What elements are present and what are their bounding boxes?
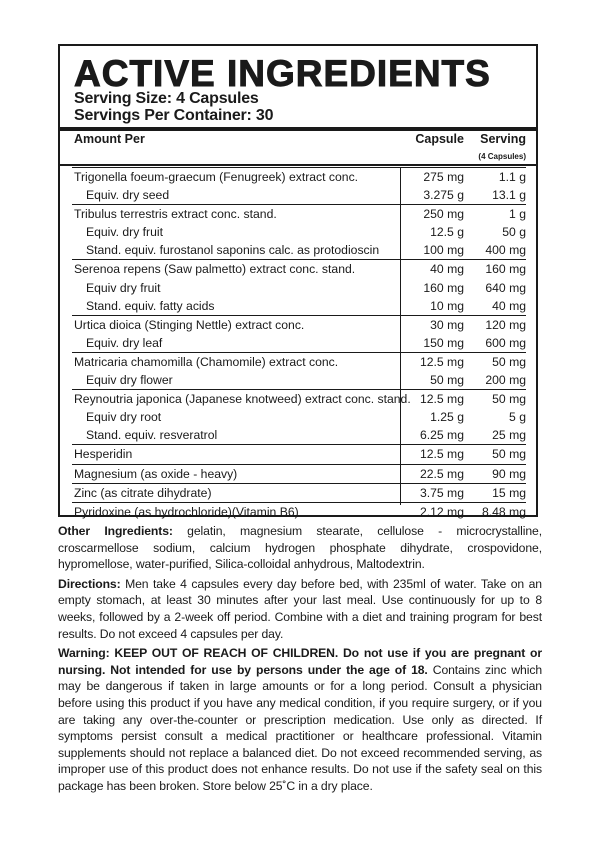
per-capsule-value: 10 mg <box>430 298 464 313</box>
label-text <box>58 523 542 798</box>
per-capsule-value: 1.25 g <box>430 410 464 425</box>
ingredient-name: Equiv. dry seed <box>86 188 170 203</box>
table-row <box>72 426 526 444</box>
warning-label: Warning: KEEP OUT OF REACH OF CHILDREN. Do not use if you are pregnant or nursing. Not intended for use by persons under the age of 18. <box>58 646 542 677</box>
table-row <box>72 408 526 426</box>
per-capsule-value: 250 mg <box>423 207 464 222</box>
per-capsule-value: 3.275 g <box>423 188 464 203</box>
per-capsule-value: 100 mg <box>423 243 464 258</box>
ingredient-name: Equiv. dry leaf <box>86 335 163 350</box>
table-row <box>72 502 526 521</box>
ingredient-name: Equiv dry root <box>86 410 162 425</box>
ingredient-name: Matricaria chamomilla (Chamomile) extract conc. <box>74 354 339 369</box>
ingredient-name: Tribulus terrestris extract conc. stand. <box>74 207 277 222</box>
per-serving-value: 50 mg <box>492 354 526 369</box>
other-ingredients-label: Other Ingredients: <box>58 524 173 538</box>
per-capsule-value: 275 mg <box>423 170 464 184</box>
header-amount-per: Amount Per <box>74 132 145 146</box>
per-serving-value: 160 mg <box>485 262 526 277</box>
ingredient-name: Trigonella foeum-graecum (Fenugreek) extract conc. <box>74 170 359 184</box>
per-capsule-value: 150 mg <box>423 335 464 350</box>
ingredient-name: Urtica dioica (Stinging Nettle) extract conc. <box>74 317 305 332</box>
ingredient-name: Magnesium (as oxide - heavy) <box>74 466 238 481</box>
table-row <box>72 352 526 371</box>
other-ingredients-paragraph <box>58 523 542 573</box>
header-divider <box>60 164 536 166</box>
thick-divider <box>60 127 536 131</box>
per-serving-value: 40 mg <box>492 298 526 313</box>
table-row <box>72 315 526 334</box>
ingredient-name: Pyridoxine (as hydrochloride)(Vitamin B6) <box>74 504 299 519</box>
per-capsule-value: 12.5 mg <box>419 392 464 407</box>
per-capsule-value: 12.5 mg <box>419 447 464 462</box>
ingredients-table <box>72 167 526 521</box>
table-row <box>72 389 526 408</box>
per-serving-value: 640 mg <box>485 280 526 295</box>
per-serving-value: 400 mg <box>485 243 526 258</box>
header-serving: Serving <box>480 132 526 146</box>
ingredients-panel <box>58 44 538 517</box>
ingredient-name: Equiv dry fruit <box>86 280 161 295</box>
table-row <box>72 204 526 223</box>
table-row <box>72 444 526 463</box>
directions-label: Directions: <box>58 576 121 591</box>
ingredient-name: Serenoa repens (Saw palmetto) extract conc. stand. <box>74 262 356 277</box>
ingredient-name: Stand. equiv. fatty acids <box>86 298 215 313</box>
per-capsule-value: 50 mg <box>430 373 464 388</box>
header-capsule: Capsule <box>415 132 464 146</box>
servings-per-container: Servings Per Container: 30 <box>74 107 274 124</box>
per-capsule-value: 2.12 mg <box>419 504 464 519</box>
per-capsule-value: 160 mg <box>423 280 464 295</box>
warning-text: Contains zinc which may be dangerous if taken in large amounts or for a long period. Consult a physician before using this product if you have any medical condition, if you require surgery, or if you are taking any over-the-counter or prescription medication. Use only as directed. If symptoms persist consult a medical practitioner or healthcare professional. Vitamin supplements should not replace a balanced diet. Do not exceed recommended serving, as improper use of this product does not enhance results. Do not use if the safety seal on this package has been broken. Store below 25˚C in a dry place. <box>58 662 542 793</box>
directions-text: Men take 4 capsules every day before bed, with 235ml of water. Take on an empty stomach, at least 30 minutes after your last meal. Use continuously for up to 8 weeks, followed by a 2-week off period. Combine with a diet and training program for best results. Do not exceed 4 capsules per day. <box>58 576 542 641</box>
per-capsule-value: 22.5 mg <box>419 466 464 481</box>
per-capsule-value: 12.5 mg <box>419 354 464 369</box>
ingredient-name: Zinc (as citrate dihydrate) <box>74 485 212 500</box>
header-serving-subtitle: (4 Capsules) <box>478 152 526 161</box>
table-row <box>72 483 526 502</box>
table-row <box>72 371 526 389</box>
table-row <box>72 464 526 483</box>
serving-size: Serving Size: 4 Capsules <box>74 90 259 107</box>
table-row <box>72 186 526 204</box>
table-row <box>72 167 526 186</box>
per-capsule-value: 30 mg <box>430 317 464 332</box>
table-row <box>72 334 526 352</box>
per-serving-value: 200 mg <box>485 373 526 388</box>
table-row <box>72 297 526 315</box>
per-serving-value: 13.1 g <box>492 188 526 203</box>
ingredient-name: Reynoutria japonica (Japanese knotweed) extract conc. stand. <box>74 392 411 407</box>
table-row <box>72 259 526 278</box>
per-capsule-value: 40 mg <box>430 262 464 277</box>
warning-paragraph <box>58 645 542 794</box>
per-serving-value: 8.48 mg <box>481 504 526 519</box>
ingredient-name: Stand. equiv. furostanol saponins calc. as protodioscin <box>86 243 380 258</box>
per-serving-value: 15 mg <box>492 485 526 500</box>
per-serving-value: 90 mg <box>492 466 526 481</box>
per-capsule-value: 6.25 mg <box>419 428 464 443</box>
ingredient-name: Equiv dry flower <box>86 373 173 388</box>
per-serving-value: 50 mg <box>492 392 526 407</box>
directions-paragraph <box>58 576 542 642</box>
ingredient-name: Hesperidin <box>74 447 133 462</box>
per-serving-value: 25 mg <box>492 428 526 443</box>
table-row <box>72 241 526 259</box>
per-serving-value: 50 g <box>502 225 526 240</box>
table-row <box>72 223 526 241</box>
page-title: ACTIVE INGREDIENTS <box>74 53 491 94</box>
other-ingredients-text: gelatin, magnesium stearate, cellulose - microcrystalline, croscarmellose sodium, calcium hydrogen phosphate dihydrate, crospovidone, hypromellose, water-purified, Silica-colloidal anhydrous, Maltodextrin. <box>58 524 542 572</box>
per-capsule-value: 3.75 mg <box>419 485 464 500</box>
per-serving-value: 600 mg <box>485 335 526 350</box>
ingredient-name: Equiv. dry fruit <box>86 225 163 240</box>
per-serving-value: 120 mg <box>485 317 526 332</box>
per-capsule-value: 12.5 g <box>430 225 464 240</box>
per-serving-value: 1 g <box>509 207 526 222</box>
per-serving-value: 5 g <box>509 410 526 425</box>
ingredient-name: Stand. equiv. resveratrol <box>86 428 218 443</box>
per-serving-value: 50 mg <box>492 447 526 462</box>
per-serving-value: 1.1 g <box>498 170 526 184</box>
table-row <box>72 279 526 297</box>
